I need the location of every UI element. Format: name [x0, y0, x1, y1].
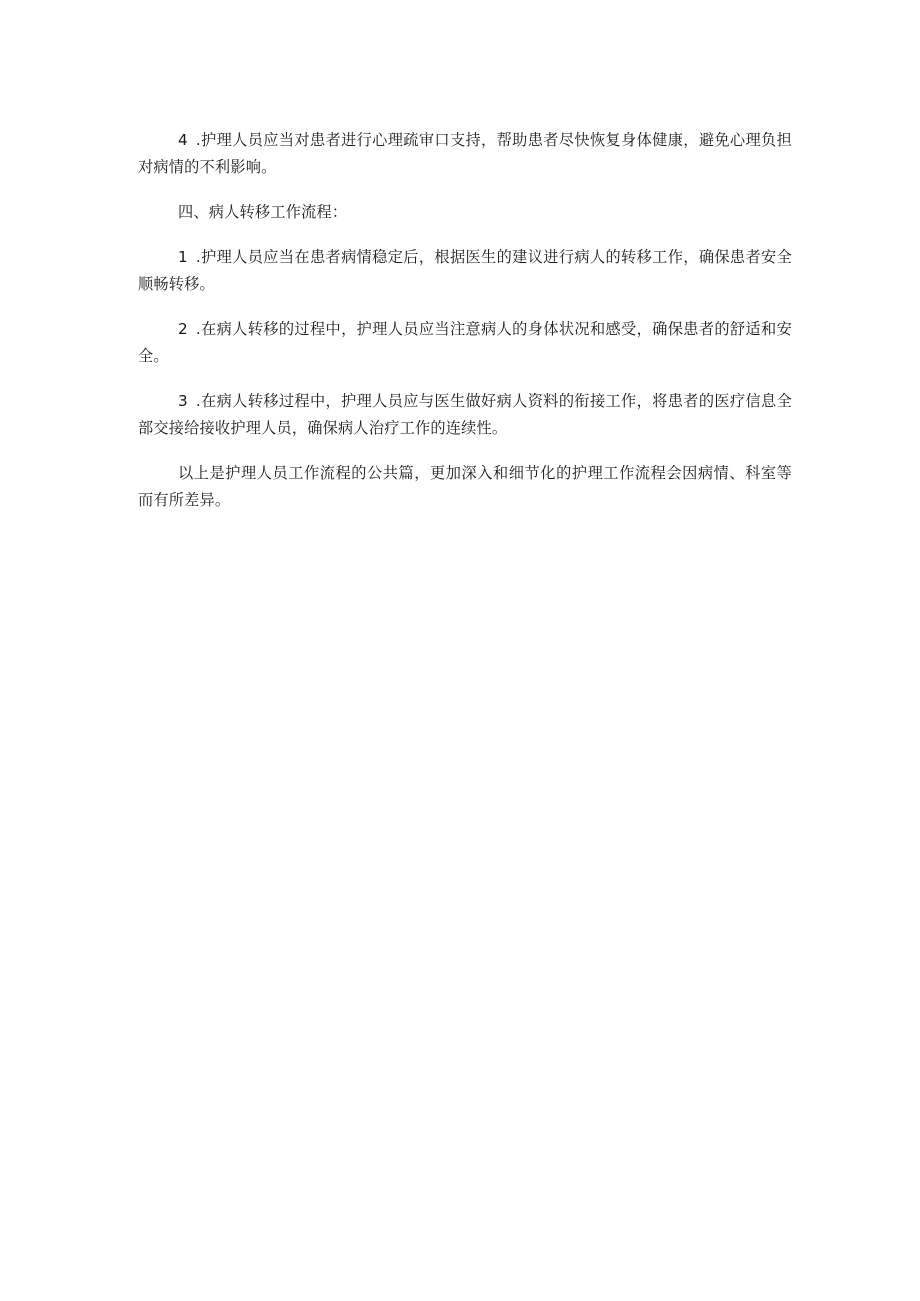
- item-number: 3: [178, 392, 188, 410]
- closing-paragraph: 以上是护理人员工作流程的公共篇，更加深入和细节化的护理工作流程会因病情、科室等而有所差异。: [138, 464, 792, 509]
- paragraph-item-4: [138, 127, 792, 181]
- section-heading: 四、病人转移工作流程：: [178, 203, 348, 221]
- paragraph-item-3: [138, 388, 792, 442]
- item-text: .护理人员应当对患者进行心理疏审口支持，帮助患者尽快恢复身体健康，避免心理负担对病情的不利影响。: [138, 131, 792, 176]
- item-text: .在病人转移过程中，护理人员应与医生做好病人资料的衔接工作，将患者的医疗信息全部交接给接收护理人员，确保病人治疗工作的连续性。: [138, 392, 792, 437]
- item-number: 1: [178, 248, 188, 266]
- item-number: 2: [178, 320, 188, 338]
- item-text: .护理人员应当在患者病情稳定后，根据医生的建议进行病人的转移工作，确保患者安全顺畅转移。: [138, 248, 792, 293]
- item-text: .在病人转移的过程中，护理人员应当注意病人的身体状况和感受，确保患者的舒适和安全。: [138, 320, 792, 365]
- paragraph-item-1: [138, 244, 792, 298]
- paragraph-item-2: [138, 316, 792, 370]
- document-body: [138, 127, 792, 532]
- item-number: 4: [178, 131, 188, 149]
